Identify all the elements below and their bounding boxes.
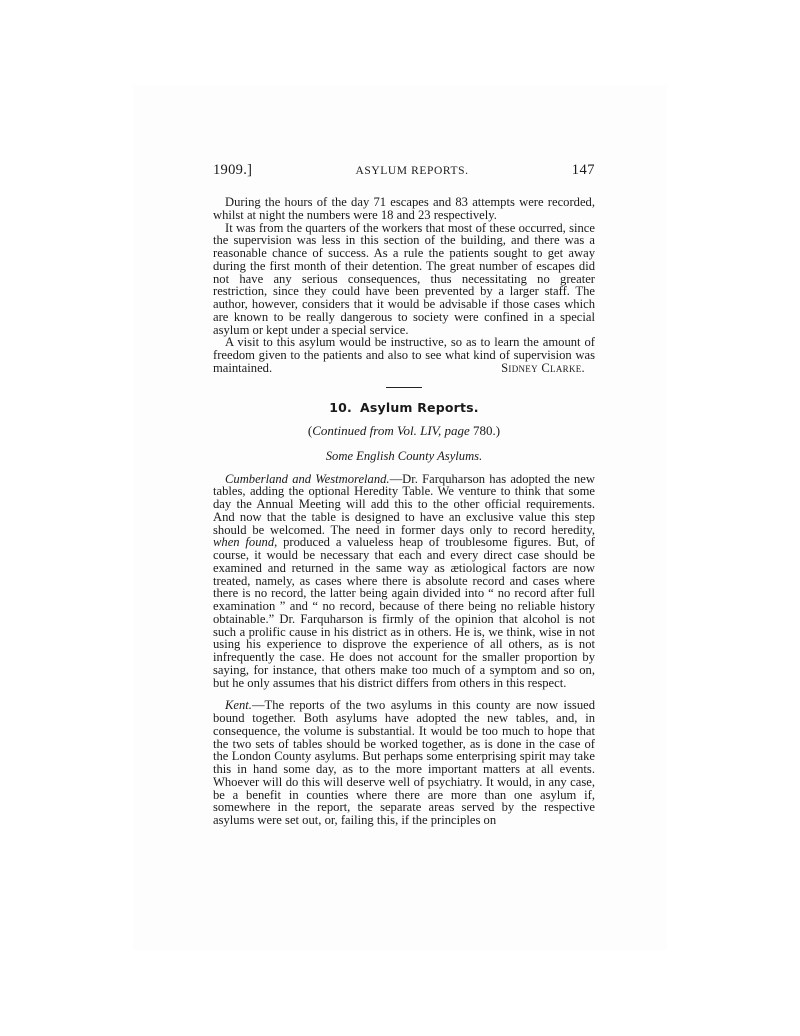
- section-heading: [213, 400, 595, 415]
- section-title: Asylum Reports.: [359, 399, 479, 415]
- text-column: [213, 162, 595, 827]
- report-paragraph: [213, 699, 595, 827]
- paragraph-with-signature: [213, 336, 595, 374]
- paren-open: (: [307, 422, 313, 438]
- author-signature: Sidney Clarke.: [501, 360, 585, 375]
- running-title: ASYLUM REPORTS.: [355, 165, 469, 177]
- section-number: 10.: [329, 399, 352, 415]
- paragraph: It was from the quarters of the workers that most of these occurred, since the supervision was less in this section of the building, and there was a reasonable chance of success. As a rule the patients sought to get away during the first month of their detention. The great number of escapes did not have any serious consequences, thus necessitating no greater restriction, since they could have been prevented by a larger staff. The author, however, considers that it would be advisable if those cases which are known to be really dangerous to society were confined in a special asylum or kept under a special service.: [213, 220, 595, 337]
- volume-year: 1909.]: [213, 162, 253, 178]
- subheading: Some English County Asylums.: [325, 448, 483, 463]
- county-name: Cumberland and Westmoreland.: [225, 471, 390, 486]
- report-paragraph: [213, 473, 595, 690]
- report-text: —The reports of the two asylums in this county are now issued bound together. Both asylums have adopted the new tables, and, in consequence, the volume is substantial. It would be too much to hope that the two sets of tables should be worked together, as is done in the case of the London County asylums. But perhaps some enterprising spirit may take this in hand some day, as to the more important matters at all events. Whoever will do this will deserve well of psychiatry. It would, in any case, be a benefit in counties where there are more than one asylum if, somewhere in the report, the separate areas served by the respective asylums were set out, or, failing this, if the principles on: [213, 698, 595, 827]
- report-text: —Dr. Farquharson has adopted the new tables, adding the optional Heredity Table. We venture to think that some day the Annual Meeting will add this to the other official requirements. And now that the table is designed to have an exclusive value this step should be welcomed. The need in former days only to record heredity,: [213, 471, 595, 537]
- section-divider: [386, 387, 422, 388]
- county-name: Kent.: [225, 698, 252, 713]
- paragraph: During the hours of the day 71 escapes and 83 attempts were recorded, whilst at night the numbers were 18 and 23 respectively.: [213, 195, 595, 222]
- emphasis: when found: [213, 535, 275, 550]
- running-head: [213, 162, 595, 182]
- paragraph-text: A visit to this asylum would be instructive, so as to learn the amount of freedom given to the patients and also to see what kind of supervision was maintained.: [213, 335, 595, 375]
- page-number: 147: [571, 162, 595, 178]
- continued-note: [213, 423, 595, 439]
- continued-page: 780.): [469, 422, 501, 438]
- report-text: , produced a valueless heap of troublesome figures. But, of course, it would be necessary that each and every direct case should be examined and returned in the same way as ætiological factors are now treated, namely, as cases where there is absolute record and cases where there is no record, the latter being again divided into “ no record after full examination ” and “ no record, because of there being no reliable history obtainable.” Dr. Farquharson is firmly of the opinion that alcohol is not such a prolific cause in his district as in others. He is, we think, wise in not using his experience to disprove the experience of all others, as is not infrequently the case. He does not account for the smaller proportion by saying, for instance, that others make too much of a symptom and so on, but he only assumes that his district differs from others in this respect.: [213, 535, 595, 690]
- continued-italic: Continued from Vol. LIV, page: [312, 422, 470, 438]
